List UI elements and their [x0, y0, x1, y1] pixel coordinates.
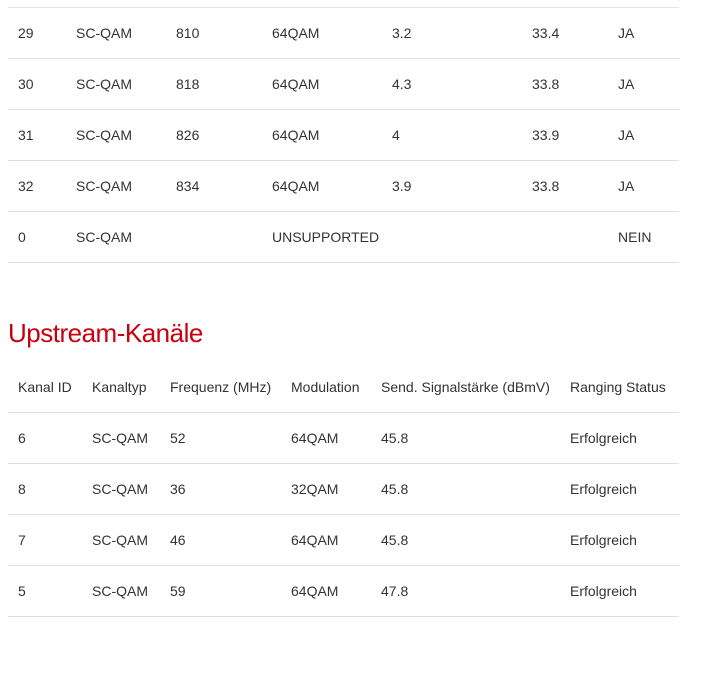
table-cell: 64QAM — [262, 110, 382, 161]
table-cell: 5 — [8, 566, 82, 617]
table-cell: 64QAM — [262, 161, 382, 212]
table-cell: NEIN — [608, 212, 679, 263]
table-cell: 7 — [8, 515, 82, 566]
table-cell: UNSUPPORTED — [262, 212, 382, 263]
table-cell: SC-QAM — [66, 212, 166, 263]
table-cell: 33.8 — [522, 161, 608, 212]
table-cell — [382, 212, 522, 263]
table-cell: SC-QAM — [66, 8, 166, 59]
table-cell: Erfolgreich — [560, 566, 679, 617]
table-cell: 46 — [160, 515, 281, 566]
upstream-table — [8, 362, 679, 617]
column-header: Send. Signalstärke (dBmV) — [371, 362, 560, 413]
table-cell: 33.9 — [522, 110, 608, 161]
table-cell: SC-QAM — [82, 515, 160, 566]
table-cell: 32QAM — [281, 464, 371, 515]
table-cell: 3.9 — [382, 161, 522, 212]
table-cell: 818 — [166, 59, 262, 110]
table-cell: 45.8 — [371, 464, 560, 515]
column-header: Kanal ID — [8, 362, 82, 413]
table-cell: 834 — [166, 161, 262, 212]
table-cell — [522, 212, 608, 263]
table-cell: JA — [608, 8, 679, 59]
table-cell: JA — [608, 59, 679, 110]
table-cell: 33.8 — [522, 59, 608, 110]
upstream-section-title: Upstream-Kanäle — [8, 318, 203, 348]
table-cell: 47.8 — [371, 566, 560, 617]
table-cell: 36 — [160, 464, 281, 515]
table-row — [8, 110, 679, 161]
table-cell: 45.8 — [371, 413, 560, 464]
table-cell: 4 — [382, 110, 522, 161]
table-cell: JA — [608, 110, 679, 161]
table-cell: Erfolgreich — [560, 515, 679, 566]
table-cell: 8 — [8, 464, 82, 515]
table-cell: SC-QAM — [66, 59, 166, 110]
table-row — [8, 8, 679, 59]
table-row — [8, 212, 679, 263]
table-row — [8, 464, 679, 515]
table-cell: 3.2 — [382, 8, 522, 59]
table-cell: 826 — [166, 110, 262, 161]
table-cell: 64QAM — [262, 59, 382, 110]
table-row — [8, 515, 679, 566]
table-cell: SC-QAM — [82, 566, 160, 617]
column-header: Frequenz (MHz) — [160, 362, 281, 413]
column-header: Ranging Status — [560, 362, 679, 413]
table-row — [8, 566, 679, 617]
table-cell: SC-QAM — [82, 413, 160, 464]
table-cell — [166, 212, 262, 263]
table-cell: 31 — [8, 110, 66, 161]
table-cell: 64QAM — [262, 8, 382, 59]
table-cell: 32 — [8, 161, 66, 212]
table-cell: 810 — [166, 8, 262, 59]
table-cell: 6 — [8, 413, 82, 464]
table-cell: 64QAM — [281, 566, 371, 617]
table-cell: 29 — [8, 8, 66, 59]
table-row — [8, 161, 679, 212]
table-cell: Erfolgreich — [560, 413, 679, 464]
table-cell: 52 — [160, 413, 281, 464]
table-cell: 0 — [8, 212, 66, 263]
table-cell: 64QAM — [281, 515, 371, 566]
table-cell: SC-QAM — [66, 110, 166, 161]
table-cell: SC-QAM — [82, 464, 160, 515]
table-row — [8, 413, 679, 464]
table-cell: 59 — [160, 566, 281, 617]
table-cell: Erfolgreich — [560, 464, 679, 515]
table-row — [8, 59, 679, 110]
table-header-row — [8, 362, 679, 413]
column-header: Kanaltyp — [82, 362, 160, 413]
table-cell: 4.3 — [382, 59, 522, 110]
table-cell: 30 — [8, 59, 66, 110]
table-cell: JA — [608, 161, 679, 212]
table-cell: 45.8 — [371, 515, 560, 566]
table-cell: 64QAM — [281, 413, 371, 464]
column-header: Modulation — [281, 362, 371, 413]
table-cell: 33.4 — [522, 8, 608, 59]
downstream-table — [8, 7, 679, 263]
table-cell: SC-QAM — [66, 161, 166, 212]
